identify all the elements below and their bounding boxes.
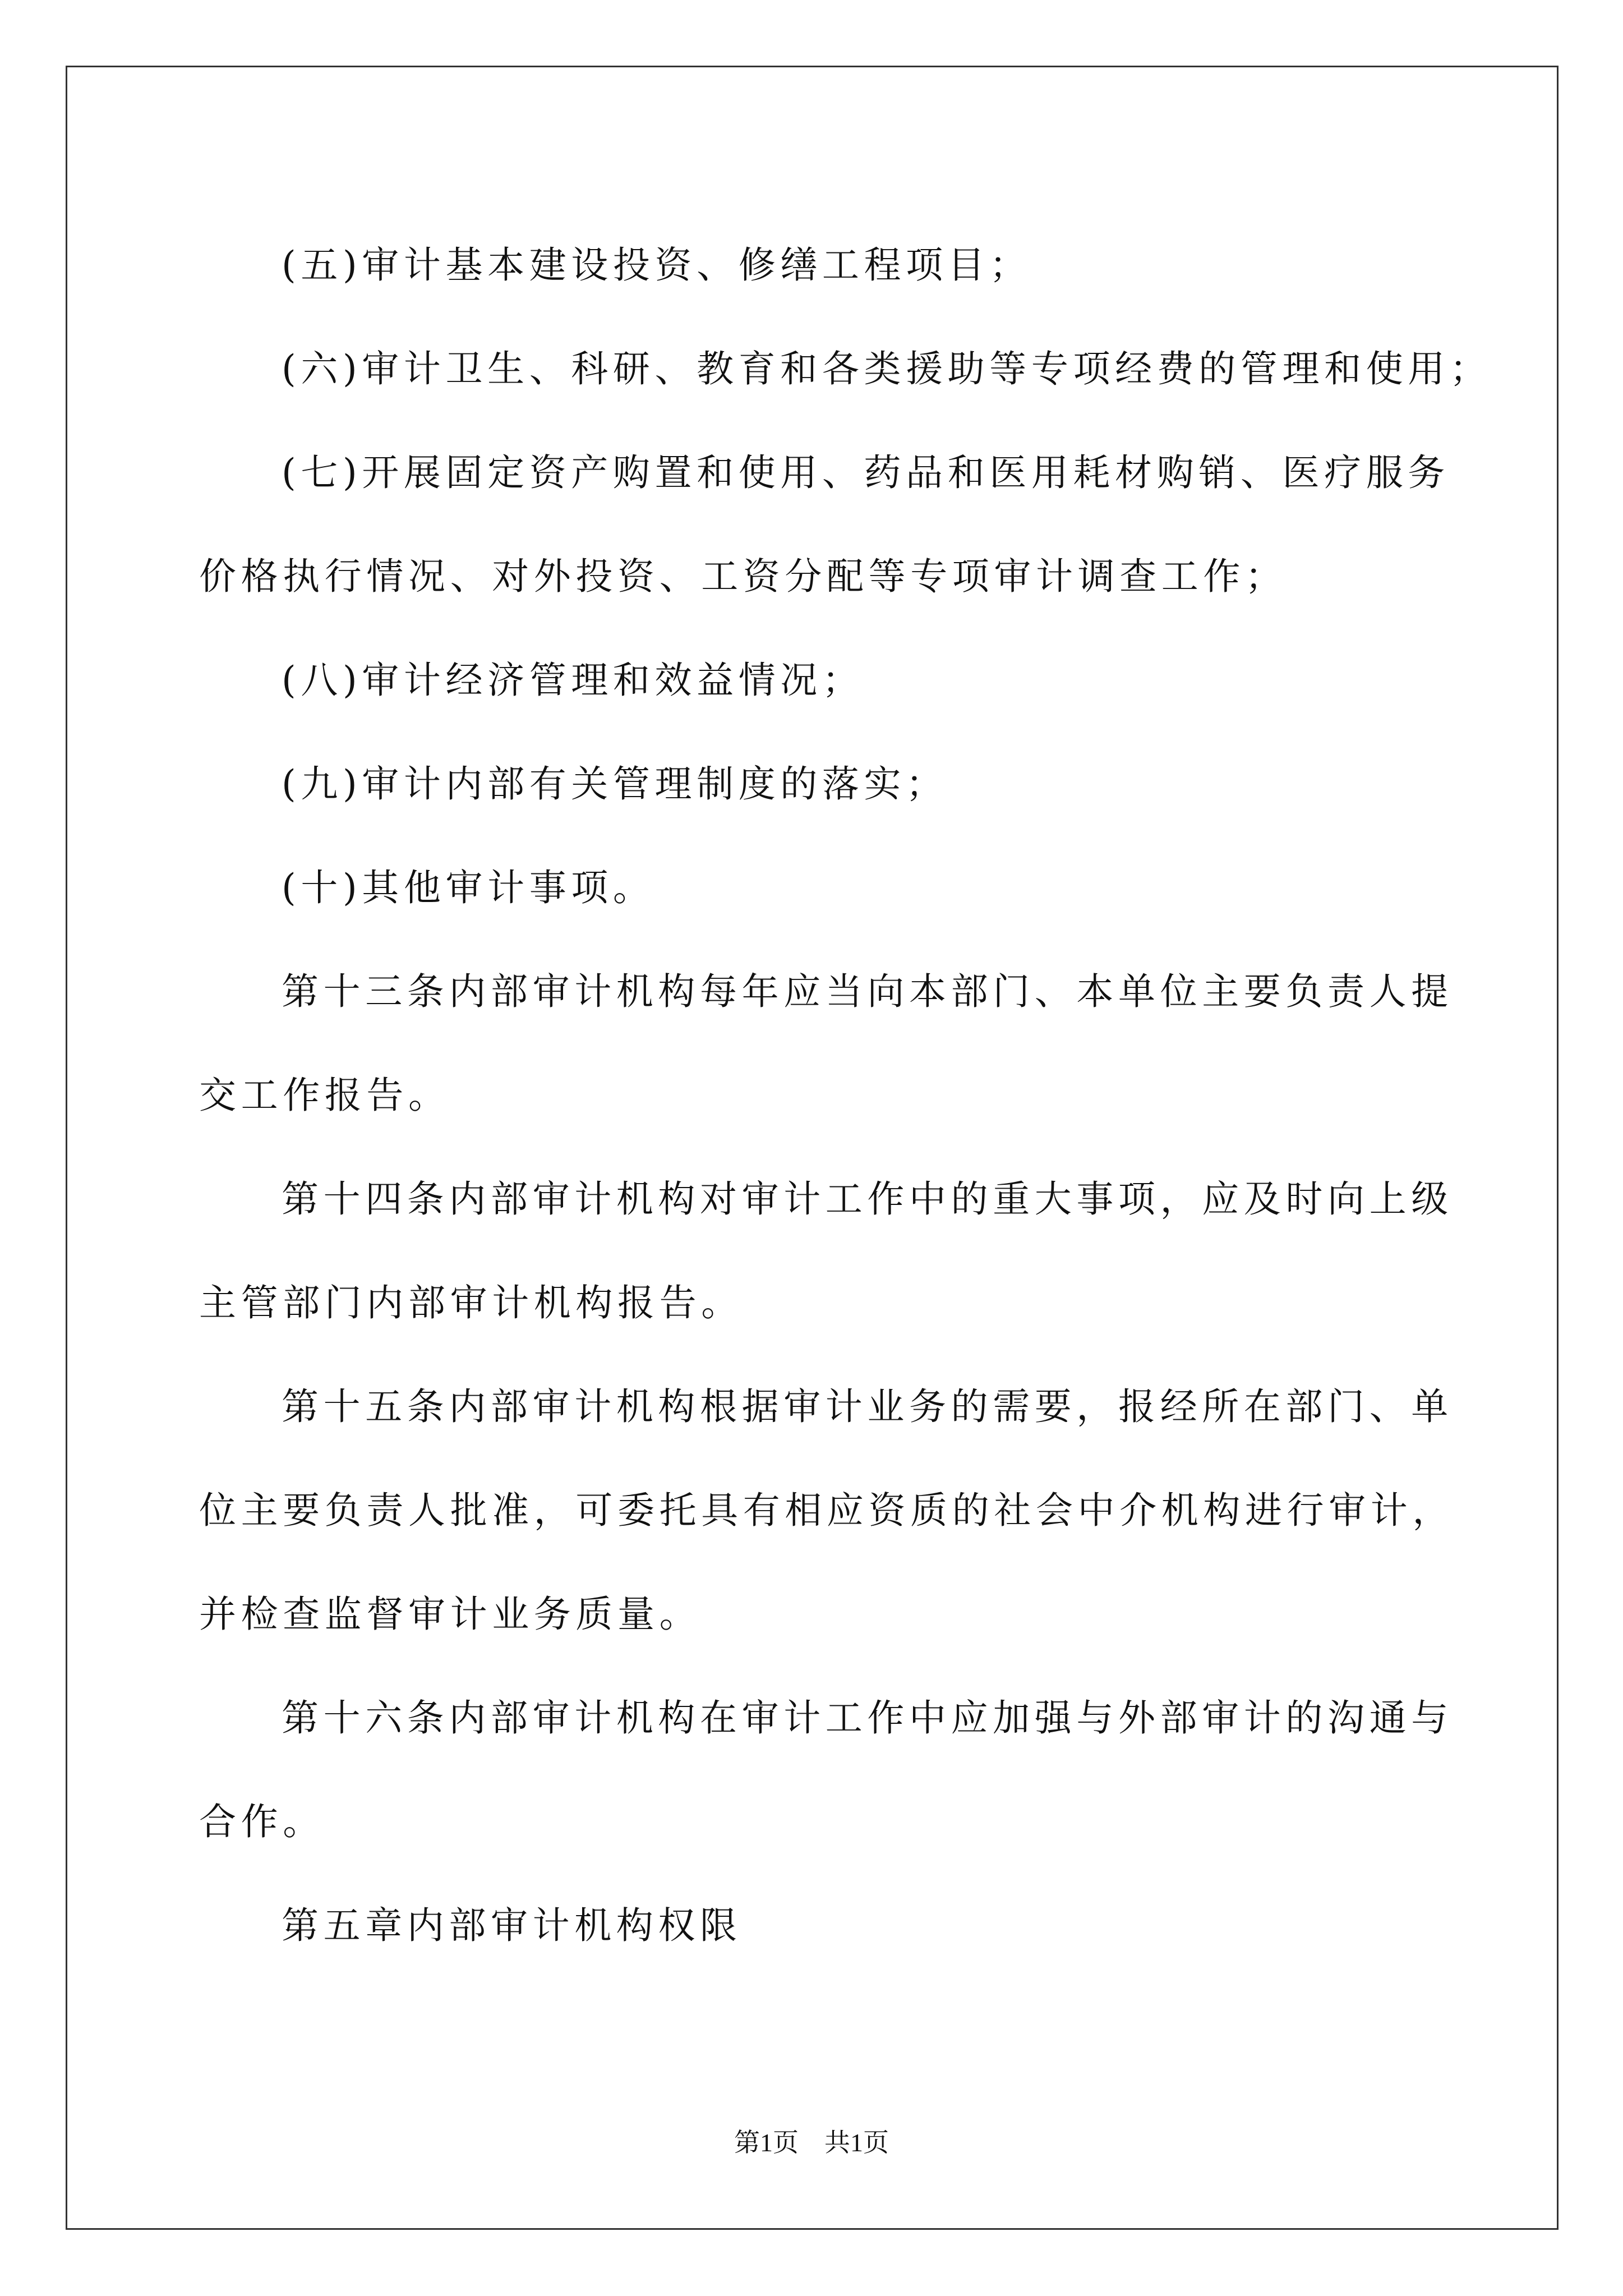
paragraph-line: (十)其他审计事项。 [282, 866, 655, 909]
paragraph-line: 第十三条内部审计机构每年应当向本部门、本单位主要负责人提 [282, 970, 1453, 1013]
paragraph-item-6 [199, 317, 1492, 421]
paragraph-article-14-cont [199, 1251, 1433, 1355]
paragraph-article-16 [199, 1666, 1453, 1770]
paragraph-line: 合作。 [199, 1800, 325, 1843]
paragraph-line: (九)审计内部有关管理制度的落实； [282, 762, 948, 806]
paragraph-item-10 [199, 836, 1433, 940]
paragraph-line: 交工作报告。 [199, 1074, 450, 1117]
paragraph-article-14 [199, 1147, 1453, 1251]
paragraph-item-5 [199, 213, 1433, 317]
paragraph-article-13-cont [199, 1043, 1433, 1147]
paragraph-line: (八)审计经济管理和效益情况； [282, 659, 864, 702]
paragraph-article-15-cont-2 [199, 1562, 1433, 1666]
document-body [199, 213, 1492, 1977]
paragraph-line: (六)审计卫生、科研、教育和各类援助等专项经费的管理和使用； [282, 347, 1492, 390]
paragraph-line: 第五章内部审计机构权限 [282, 1904, 742, 1947]
page-number-label: 第1页 共1页 [734, 2128, 889, 2157]
paragraph-item-7 [199, 421, 1450, 524]
paragraph-line: (五)审计基本建设投资、修缮工程项目； [282, 243, 1031, 287]
paragraph-line: (七)开展固定资产购置和使用、药品和医用耗材购销、医疗服务 [282, 451, 1450, 494]
paragraph-line: 第十六条内部审计机构在审计工作中应加强与外部审计的沟通与 [282, 1696, 1453, 1740]
paragraph-line: 第十四条内部审计机构对审计工作中的重大事项，应及时向上级 [282, 1177, 1453, 1221]
paragraph-line: 第十五条内部审计机构根据审计业务的需要，报经所在部门、单 [282, 1385, 1453, 1428]
paragraph-article-13 [199, 940, 1453, 1043]
paragraph-item-7-cont [199, 524, 1433, 628]
paragraph-line: 价格执行情况、对外投资、工资分配等专项审计调查工作； [199, 555, 1287, 598]
chapter-heading-5 [199, 1874, 1433, 1977]
paragraph-line: 主管部门内部审计机构报告。 [199, 1281, 743, 1324]
paragraph-article-15 [199, 1355, 1453, 1458]
paragraph-line: 位主要负责人批准，可委托具有相应资质的社会中介机构进行审计， [199, 1489, 1454, 1532]
paragraph-article-15-cont-1 [199, 1458, 1454, 1562]
paragraph-item-9 [199, 732, 1433, 836]
paragraph-item-8 [199, 628, 1433, 732]
paragraph-article-16-cont [199, 1770, 1433, 1874]
page-footer [0, 2126, 1623, 2160]
paragraph-line: 并检查监督审计业务质量。 [199, 1593, 702, 1636]
